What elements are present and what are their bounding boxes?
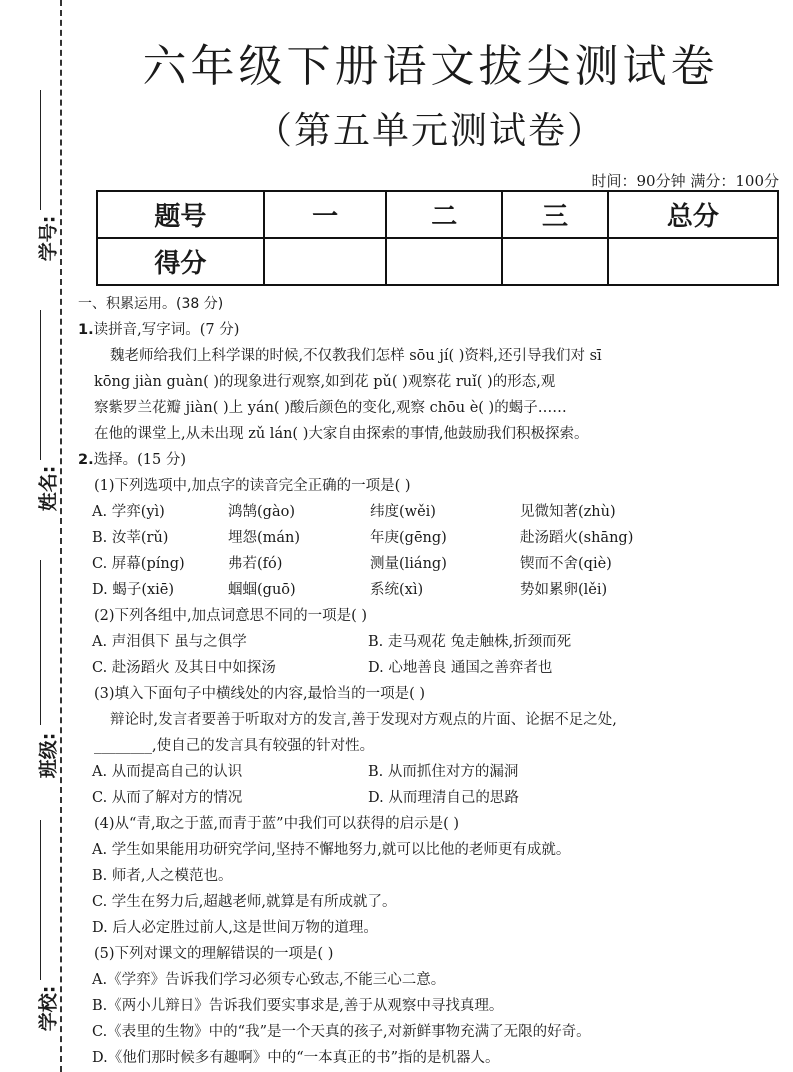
option-cell: 锲而不舍(qiè) [520, 556, 612, 572]
score-table-score-row [97, 238, 778, 285]
question-number: 2. [78, 452, 94, 468]
option-line[interactable]: B. 师者,人之模范也。 [92, 868, 233, 884]
score-row-label: 得分 [97, 238, 264, 285]
option-row[interactable] [78, 759, 783, 785]
student-name-label: 姓名: [37, 465, 60, 512]
option-line[interactable]: B.《两小儿辩日》告诉我们要实事求是,善于从观察中寻找真理。 [92, 998, 504, 1014]
option-row[interactable] [78, 785, 783, 811]
option-cell: A. 学弈(yì) [92, 504, 165, 520]
class-field[interactable] [14, 560, 60, 780]
school-label: 学校: [37, 985, 60, 1032]
binding-dashed-line [60, 0, 62, 1072]
question-text: 读拼音,写字词。(7 分) [93, 322, 240, 338]
option-cell: 埋怨(mán) [228, 530, 301, 546]
section-title: 一、积累运用。(38 分) [78, 296, 224, 312]
option-line[interactable]: D. 后人必定胜过前人,这是世间万物的道理。 [92, 920, 378, 936]
option-cell: 鸿鹄(gào) [228, 504, 295, 520]
option-cell: 见微知著(zhù) [520, 504, 616, 520]
option-cell: 蝈蝈(guō) [228, 582, 296, 598]
pinyin-line[interactable]: 魏老师给我们上科学课的时候,不仅教我们怎样 sōu jí( )资料,还引导我们对 sī [110, 348, 602, 364]
passage-line: 辩论时,发言者要善于听取对方的发言,善于发现对方观点的片面、论据不足之处, [110, 712, 617, 728]
score-table [96, 190, 779, 286]
option-cell: 势如累卵(lěi) [520, 582, 608, 598]
option-cell: D. 蝎子(xiē) [92, 582, 175, 598]
passage-blank-line[interactable]: ________,使自己的发言具有较强的针对性。 [94, 738, 375, 754]
exam-title: 六年级下册语文拔尖测试卷 [142, 41, 719, 92]
option-row[interactable] [78, 655, 783, 681]
question-number: 1. [78, 322, 94, 338]
student-name-line [40, 310, 41, 460]
subquestion-2-stem: (2)下列各组中,加点词意思不同的一项是( ) [94, 608, 368, 624]
score-header-cell: 题号 [97, 191, 264, 238]
student-number-field[interactable] [14, 90, 60, 270]
subquestion-3-stem: (3)填入下面句子中横线处的内容,最恰当的一项是( ) [94, 686, 426, 702]
option-cell: C. 赴汤蹈火 及其日中如探汤 [92, 660, 276, 676]
score-header-cell: 二 [386, 191, 502, 238]
option-cell: C. 从而了解对方的情况 [92, 790, 243, 806]
option-cell: 赴汤蹈火(shāng) [520, 530, 634, 546]
option-cell: B. 汝莘(rǔ) [92, 530, 169, 546]
school-line [40, 820, 41, 980]
subquestion-5-stem: (5)下列对课文的理解错误的一项是( ) [94, 946, 334, 962]
option-cell: A. 从而提高自己的认识 [92, 764, 243, 780]
class-line [40, 560, 41, 725]
student-number-line [40, 90, 41, 210]
option-cell: 弗若(fó) [228, 556, 283, 572]
option-cell: 测量(liáng) [370, 556, 447, 572]
question-1-heading [78, 317, 783, 343]
option-line[interactable]: C.《表里的生物》中的“我”是一个天真的孩子,对新鲜事物充满了无限的好奇。 [92, 1024, 591, 1040]
score-input-cell[interactable] [386, 238, 502, 285]
score-input-cell[interactable] [264, 238, 387, 285]
question-2-heading [78, 447, 783, 473]
exam-subtitle: （第五单元测试卷） [255, 109, 606, 152]
option-line[interactable]: C. 学生在努力后,超越老师,就算是有所成就了。 [92, 894, 397, 910]
class-label: 班级: [37, 732, 60, 779]
score-header-cell: 一 [264, 191, 387, 238]
option-line[interactable]: A.《学弈》告诉我们学习必须专心致志,不能三心二意。 [92, 972, 446, 988]
option-cell: B. 走马观花 兔走触株,折颈而死 [368, 634, 572, 650]
option-cell: B. 从而抓住对方的漏洞 [368, 764, 519, 780]
subquestion-1-stem: (1)下列选项中,加点字的读音完全正确的一项是( ) [94, 478, 411, 494]
pinyin-line[interactable]: 在他的课堂上,从未出现 zǔ lán( )大家自由探索的事情,他鼓励我们积极探索。 [94, 426, 589, 442]
binding-margin [0, 0, 64, 1072]
score-table-header-row [97, 191, 778, 238]
option-row[interactable] [78, 525, 783, 551]
score-header-cell: 三 [502, 191, 608, 238]
option-row[interactable] [78, 577, 783, 603]
student-number-label: 学号: [37, 215, 60, 262]
option-line[interactable]: D.《他们那时候多有趣啊》中的“一本真正的书”指的是机器人。 [92, 1050, 500, 1066]
option-row[interactable] [78, 629, 783, 655]
student-name-field[interactable] [14, 310, 60, 512]
school-field[interactable] [14, 820, 60, 1050]
option-cell: 纬度(wěi) [370, 504, 436, 520]
pinyin-line[interactable]: kōng jiàn guàn( )的现象进行观察,如到花 pǔ( )观察花 ruǐ( )的形态,观 [94, 374, 556, 390]
option-cell: 年庚(gēng) [370, 530, 447, 546]
score-header-cell: 总分 [608, 191, 778, 238]
option-cell: D. 心地善良 通国之善弈者也 [368, 660, 553, 676]
option-cell: 系统(xì) [370, 582, 424, 598]
option-line[interactable]: A. 学生如果能用功研究学问,坚持不懈地努力,就可以比他的老师更有成就。 [92, 842, 571, 858]
subquestion-4-stem: (4)从“青,取之于蓝,而青于蓝”中我们可以获得的启示是( ) [94, 816, 460, 832]
time-and-score-info: 时间：90分钟 满分：100分 [591, 172, 779, 190]
option-cell: D. 从而理清自己的思路 [368, 790, 519, 806]
score-input-cell[interactable] [608, 238, 778, 285]
option-cell: A. 声泪俱下 虽与之俱学 [92, 634, 247, 650]
option-row[interactable] [78, 551, 783, 577]
option-row[interactable] [78, 499, 783, 525]
question-text: 选择。(15 分) [93, 452, 186, 468]
pinyin-line[interactable]: 察紫罗兰花瓣 jiàn( )上 yán( )酸后颜色的变化,观察 chōu è( )的蝎子…… [94, 400, 567, 416]
option-cell: C. 屏幕(píng) [92, 556, 185, 572]
score-input-cell[interactable] [502, 238, 608, 285]
question-content [78, 291, 783, 1071]
